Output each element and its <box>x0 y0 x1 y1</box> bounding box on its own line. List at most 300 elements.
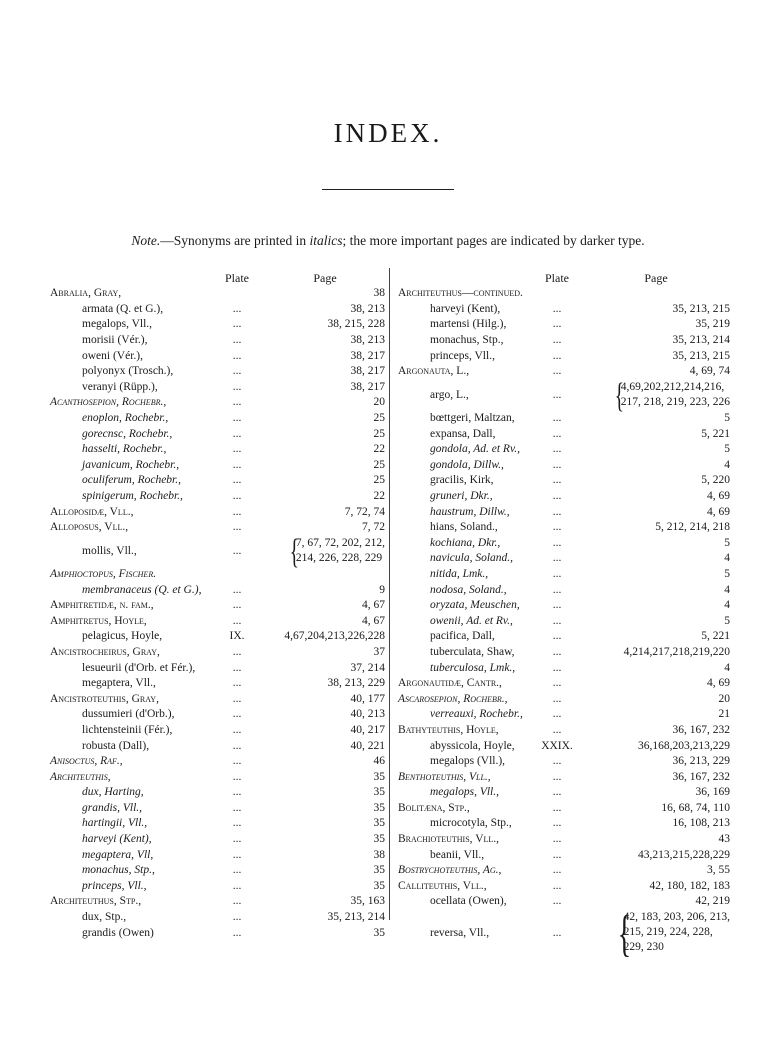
entry-name: Alloposus, Vll., <box>50 521 129 534</box>
index-entry <box>50 910 385 926</box>
entry-name: expansa, Dall, <box>430 427 496 440</box>
entry-name: verreauxi, Rochebr., <box>430 708 523 721</box>
index-entry <box>50 317 385 333</box>
entry-name: spinigerum, Rochebr., <box>82 490 183 503</box>
entry-name: Argonautidæ, Cantr., <box>398 677 502 690</box>
index-entry <box>398 894 730 910</box>
index-entry <box>50 426 385 442</box>
note-text-1: —Synonyms are printed in <box>160 233 310 248</box>
entry-plate: ... <box>232 318 242 331</box>
index-entry <box>50 582 385 598</box>
index-entry <box>50 847 385 863</box>
entry-pages: 40, 177 <box>350 692 385 705</box>
index-entry <box>398 660 730 676</box>
entry-plate: ... <box>552 318 562 331</box>
entry-plate: ... <box>232 521 242 534</box>
index-entry <box>50 364 385 380</box>
entry-pages: 4, 67 <box>362 614 385 627</box>
entry-name: owenii, Ad. et Rv., <box>430 614 513 627</box>
entry-pages: 42, 180, 182, 183 <box>649 879 730 892</box>
index-entry <box>50 598 385 614</box>
page-line: 214, 226, 228, 229 <box>295 551 383 564</box>
index-entry <box>50 567 385 583</box>
page-header: Page <box>313 270 337 285</box>
entry-name: Ascarosepion, Rochebr., <box>398 692 508 705</box>
index-entry <box>398 904 730 961</box>
entry-pages: 25 <box>373 427 385 440</box>
entry-name: haustrum, Dillw., <box>430 505 510 518</box>
entry-pages: 38, 217 <box>350 349 385 362</box>
entry-pages: 5 <box>724 443 730 456</box>
entry-plate: ... <box>552 334 562 347</box>
entry-pages: 35, 213, 215 <box>672 349 730 362</box>
entry-name: nodosa, Soland., <box>430 583 507 596</box>
index-entry <box>50 380 385 396</box>
entry-pages: 43 <box>718 833 730 846</box>
entry-name: pacifica, Dall, <box>430 630 495 643</box>
entry-pages: 5 <box>724 567 730 580</box>
entry-name: hians, Soland., <box>430 521 498 534</box>
entry-plate: ... <box>232 614 242 627</box>
entry-name: dussumieri (d'Orb.), <box>82 708 175 721</box>
index-entry <box>398 879 730 895</box>
entry-plate: ... <box>232 412 242 425</box>
index-entry <box>50 286 385 302</box>
index-entry <box>50 691 385 707</box>
right-entries <box>398 286 730 961</box>
index-entry <box>50 348 385 364</box>
entry-plate: ... <box>232 544 242 557</box>
entry-plate: ... <box>232 864 242 877</box>
index-entry <box>398 613 730 629</box>
entry-name: gondola, Dillw., <box>430 458 504 471</box>
entry-plate: ... <box>552 879 562 892</box>
entry-plate: ... <box>232 801 242 814</box>
entry-plate: ... <box>232 645 242 658</box>
entry-name: martensi (Hilg.), <box>430 318 507 331</box>
entry-plate: ... <box>552 474 562 487</box>
index-entry <box>50 801 385 817</box>
entry-pages: 20 <box>373 396 385 409</box>
entry-pages: 4, 67 <box>362 599 385 612</box>
entry-pages <box>265 531 385 571</box>
entry-plate: ... <box>552 661 562 674</box>
entry-name: princeps, Vll., <box>430 349 495 362</box>
entry-plate: ... <box>232 848 242 861</box>
entry-name: gracilis, Kirk, <box>430 474 494 487</box>
entry-plate: ... <box>232 911 242 924</box>
entry-name: hartingii, Vll., <box>82 817 148 830</box>
entry-plate: ... <box>232 396 242 409</box>
entry-plate: ... <box>232 302 242 315</box>
index-entry <box>398 769 730 785</box>
entry-name: tuberculata, Shaw, <box>430 645 515 658</box>
entry-plate: ... <box>552 505 562 518</box>
index-note <box>0 233 776 249</box>
index-entry <box>398 333 730 349</box>
entry-name: monachus, Stp., <box>430 334 504 347</box>
column-header <box>398 270 730 286</box>
entry-pages: 37, 214 <box>350 661 385 674</box>
entry-pages: 4, 69 <box>707 677 730 690</box>
entry-name: megalops, Vll., <box>430 786 499 799</box>
entry-pages: 36, 213, 229 <box>672 755 730 768</box>
entry-name: Bolitæna, Stp., <box>398 801 470 814</box>
entry-pages <box>582 375 730 415</box>
entry-plate: ... <box>232 474 242 487</box>
entry-plate: ... <box>232 755 242 768</box>
entry-pages: 35 <box>373 864 385 877</box>
entry-pages <box>582 904 730 961</box>
index-entry <box>398 582 730 598</box>
entry-name: ocellata (Owen), <box>430 895 507 908</box>
entry-plate: ... <box>232 770 242 783</box>
page-line: 7, 67, 72, 202, 212, <box>295 536 385 549</box>
note-prefix: Note. <box>131 233 161 248</box>
entry-name: veranyi (Rüpp.), <box>82 380 158 393</box>
index-entry <box>398 442 730 458</box>
index-entry <box>50 832 385 848</box>
entry-pages: 42, 219 <box>695 895 730 908</box>
index-entry <box>398 691 730 707</box>
index-entry <box>50 816 385 832</box>
entry-pages: 25 <box>373 458 385 471</box>
index-entry <box>50 879 385 895</box>
entry-plate: ... <box>232 833 242 846</box>
entry-name: reversa, Vll., <box>430 926 490 939</box>
entry-pages: 5 <box>724 536 730 549</box>
index-entry <box>398 375 730 415</box>
entry-pages: 5 <box>724 614 730 627</box>
entry-pages: 9 <box>379 583 385 596</box>
entry-name: microcotyla, Stp., <box>430 817 512 830</box>
entry-name: Acanthosepion, Rochebr., <box>50 396 167 409</box>
entry-name: dux, Stp., <box>82 911 127 924</box>
index-entry <box>50 531 385 571</box>
entry-name: grandis (Owen) <box>82 926 154 939</box>
index-entry <box>50 785 385 801</box>
entry-name: megalops, Vll., <box>82 318 153 331</box>
entry-name: Anisoctus, Raf., <box>50 755 123 768</box>
index-entry <box>50 707 385 723</box>
index-entry <box>398 504 730 520</box>
index-entry <box>50 660 385 676</box>
index-entry <box>398 473 730 489</box>
entry-pages: 40, 213 <box>350 708 385 721</box>
entry-pages: 5, 221 <box>701 630 730 643</box>
index-entry <box>50 769 385 785</box>
entry-plate: ... <box>232 786 242 799</box>
brace-glyph: { <box>289 531 299 571</box>
entry-plate: ... <box>552 458 562 471</box>
entry-plate: ... <box>552 443 562 456</box>
entry-pages: 35, 213, 214 <box>672 334 730 347</box>
entry-pages: 38, 217 <box>350 365 385 378</box>
entry-pages: 20 <box>718 692 730 705</box>
entry-pages: 5, 220 <box>701 474 730 487</box>
entry-name: oryzata, Meuschen, <box>430 599 520 612</box>
entry-name: Abralia, Gray, <box>50 287 122 300</box>
index-entry <box>398 426 730 442</box>
index-entry <box>398 520 730 536</box>
entry-name: gorecnsc, Rochebr., <box>82 427 173 440</box>
entry-name: hasselti, Rochebr., <box>82 443 167 456</box>
entry-name: nitida, Lmk., <box>430 567 489 580</box>
entry-plate: ... <box>552 349 562 362</box>
entry-name: Amphitretidæ, n. fam., <box>50 599 154 612</box>
index-entry <box>398 364 730 380</box>
entry-pages: 36, 169 <box>695 786 730 799</box>
entry-plate: ... <box>232 817 242 830</box>
entry-plate: ... <box>552 848 562 861</box>
entry-pages: 3, 55 <box>707 864 730 877</box>
entry-plate: ... <box>232 505 242 518</box>
entry-name: Bathyteuthis, Hoyle, <box>398 723 499 736</box>
entry-plate: ... <box>552 630 562 643</box>
page-line: 215, 219, 224, 228, <box>623 925 713 938</box>
entry-pages: 25 <box>373 412 385 425</box>
entry-plate: ... <box>232 708 242 721</box>
entry-name: gruneri, Dkr., <box>430 490 493 503</box>
column-divider <box>389 268 390 920</box>
entry-name: Ancistrocheirus, Gray, <box>50 645 160 658</box>
entry-plate: ... <box>552 567 562 580</box>
entry-name: navicula, Soland., <box>430 552 514 565</box>
entry-name: kochiana, Dkr., <box>430 536 501 549</box>
entry-pages: 5, 212, 214, 218 <box>655 521 730 534</box>
entry-name: harveyi (Kent), <box>430 302 501 315</box>
index-entry <box>398 411 730 427</box>
column-header <box>50 270 385 286</box>
entry-plate: ... <box>552 490 562 503</box>
entry-plate: ... <box>232 490 242 503</box>
entry-name: megaptera, Vll., <box>82 677 156 690</box>
entry-pages: 35 <box>373 817 385 830</box>
entry-pages: 38, 213, 229 <box>327 677 385 690</box>
entry-plate: ... <box>232 458 242 471</box>
entry-pages: 35, 213, 215 <box>672 302 730 315</box>
entry-name: Alloposidæ, Vll., <box>50 505 134 518</box>
entry-plate: ... <box>552 645 562 658</box>
entry-name: oculiferum, Rochebr., <box>82 474 182 487</box>
entry-name: Ancistroteuthis, Gray, <box>50 692 159 705</box>
entry-name: megalops (Vll.), <box>430 755 506 768</box>
entry-plate: ... <box>232 365 242 378</box>
entry-name: bœttgeri, Maltzan, <box>430 412 515 425</box>
index-entry <box>398 832 730 848</box>
note-text-2: ; the more important pages are indicated by darker type. <box>342 233 645 248</box>
index-column-right <box>398 270 730 961</box>
entry-plate: ... <box>552 599 562 612</box>
entry-name: dux, Harting, <box>82 786 144 799</box>
entry-plate: ... <box>552 412 562 425</box>
entry-plate: ... <box>232 349 242 362</box>
index-entry <box>50 395 385 411</box>
entry-plate: ... <box>552 388 562 401</box>
index-entry <box>50 520 385 536</box>
entry-name: robusta (Dall), <box>82 739 150 752</box>
entry-plate: ... <box>232 599 242 612</box>
entry-plate: ... <box>552 708 562 721</box>
entry-name: Architeuthis, <box>50 770 111 783</box>
entry-plate: ... <box>552 833 562 846</box>
entry-plate: ... <box>552 536 562 549</box>
index-entry <box>398 567 730 583</box>
index-entry <box>50 925 385 941</box>
entry-name: lichtensteinii (Fér.), <box>82 723 173 736</box>
entry-pages: 5 <box>724 412 730 425</box>
entry-pages: 21 <box>718 708 730 721</box>
entry-plate: ... <box>552 302 562 315</box>
index-entry <box>50 723 385 739</box>
entry-pages: 4, 69 <box>707 505 730 518</box>
entry-name: pelagicus, Hoyle, <box>82 630 163 643</box>
entry-name: Bostrychoteuthis, Ag., <box>398 864 502 877</box>
entry-pages: 35 <box>373 801 385 814</box>
entry-plate: ... <box>232 677 242 690</box>
entry-pages: 38, 215, 228 <box>327 318 385 331</box>
entry-name: polyonyx (Trosch.), <box>82 365 174 378</box>
index-entry <box>50 473 385 489</box>
index-entry <box>398 458 730 474</box>
entry-name: javanicum, Rochebr., <box>82 458 180 471</box>
entry-name: argo, L., <box>430 388 469 401</box>
index-entry <box>50 738 385 754</box>
entry-pages: 43,213,215,228,229 <box>638 848 730 861</box>
entry-plate: ... <box>552 770 562 783</box>
index-entry <box>50 754 385 770</box>
entry-plate: ... <box>552 365 562 378</box>
index-entry <box>398 489 730 505</box>
entry-name: grandis, Vll., <box>82 801 143 814</box>
index-column-left <box>50 270 385 941</box>
entry-pages: 4, 69, 74 <box>689 365 730 378</box>
brace-glyph: { <box>614 375 624 415</box>
entry-pages: 35 <box>373 926 385 939</box>
entry-name: oweni (Vér.), <box>82 349 143 362</box>
entry-name: Argonauta, L., <box>398 365 470 378</box>
entry-pages: 22 <box>373 490 385 503</box>
index-entry <box>398 536 730 552</box>
plate-header: Plate <box>225 270 249 285</box>
index-entry <box>50 645 385 661</box>
entry-plate: ... <box>552 614 562 627</box>
page-line: 217, 218, 219, 223, 226 <box>620 395 730 408</box>
entry-pages: 5, 221 <box>701 427 730 440</box>
index-entry <box>398 863 730 879</box>
entry-plate: ... <box>232 443 242 456</box>
entry-pages: 7, 72 <box>362 521 385 534</box>
entry-name: beanii, Vll., <box>430 848 485 861</box>
entry-name: abyssicola, Hoyle, <box>430 739 515 752</box>
index-entry <box>398 317 730 333</box>
index-entry <box>50 613 385 629</box>
entry-name: mollis, Vll., <box>82 544 137 557</box>
entry-plate: ... <box>552 895 562 908</box>
entry-pages: 38, 217 <box>350 380 385 393</box>
entry-plate: ... <box>552 677 562 690</box>
entry-pages: 4, 69 <box>707 490 730 503</box>
entry-pages: 35 <box>373 786 385 799</box>
entry-plate: ... <box>552 926 562 939</box>
entry-name: Architeuthus, Stp., <box>50 895 142 908</box>
entry-name: Calliteuthis, Vll., <box>398 879 487 892</box>
index-entry <box>398 598 730 614</box>
index-entry <box>50 442 385 458</box>
entry-name: Amphitretus, Hoyle, <box>50 614 147 627</box>
index-entry <box>398 348 730 364</box>
index-entry <box>398 629 730 645</box>
page-line: 229, 230 <box>623 940 664 953</box>
index-entry <box>50 333 385 349</box>
entry-name: enoplon, Rochebr., <box>82 412 169 425</box>
entry-plate: IX. <box>229 630 245 643</box>
entry-name: monachus, Stp., <box>82 864 155 877</box>
index-entry <box>398 645 730 661</box>
entry-plate: ... <box>552 521 562 534</box>
index-entry <box>50 894 385 910</box>
entry-pages: 35 <box>373 833 385 846</box>
entry-pages: 37 <box>373 645 385 658</box>
left-entries <box>50 286 385 941</box>
index-entry <box>398 816 730 832</box>
index-entry <box>50 676 385 692</box>
index-entry <box>50 863 385 879</box>
entry-plate: ... <box>232 334 242 347</box>
entry-pages: 4 <box>724 583 730 596</box>
entry-pages: 4,67,204,213,226,228 <box>284 630 385 643</box>
index-entry <box>398 286 730 302</box>
entry-pages: 38, 213 <box>350 302 385 315</box>
index-entry <box>398 738 730 754</box>
entry-name: Brachioteuthis, Vll., <box>398 833 500 846</box>
index-entry <box>398 707 730 723</box>
entry-plate: XXIX. <box>541 739 573 752</box>
entry-pages: 25 <box>373 474 385 487</box>
entry-plate: ... <box>552 801 562 814</box>
index-entry <box>50 458 385 474</box>
index-entry <box>398 302 730 318</box>
index-entry <box>398 785 730 801</box>
entry-pages: 38, 213 <box>350 334 385 347</box>
entry-plate: ... <box>232 739 242 752</box>
title-rule <box>322 189 454 190</box>
index-entry <box>50 411 385 427</box>
entry-plate: ... <box>232 692 242 705</box>
entry-name: harveyi (Kent), <box>82 833 152 846</box>
entry-pages: 4 <box>724 599 730 612</box>
entry-plate: ... <box>232 926 242 939</box>
entry-plate: ... <box>232 879 242 892</box>
index-entry <box>398 676 730 692</box>
index-entry <box>50 504 385 520</box>
index-entry <box>398 754 730 770</box>
entry-name: Architeuthus—continued. <box>398 287 523 300</box>
page-line: 4,69,202,212,214,216, <box>620 380 725 393</box>
entry-plate: ... <box>232 427 242 440</box>
entry-name: Amphioctopus, Fischer. <box>50 567 157 580</box>
entry-plate: ... <box>552 864 562 877</box>
index-entry <box>398 723 730 739</box>
entry-plate: ... <box>232 380 242 393</box>
page-title: INDEX. <box>333 118 443 148</box>
brace-glyph: { <box>617 904 631 961</box>
entry-plate: ... <box>232 895 242 908</box>
entry-pages: 22 <box>373 443 385 456</box>
entry-plate: ... <box>552 583 562 596</box>
entry-pages: 4,214,217,218,219,220 <box>623 645 730 658</box>
entry-pages: 4 <box>724 458 730 471</box>
